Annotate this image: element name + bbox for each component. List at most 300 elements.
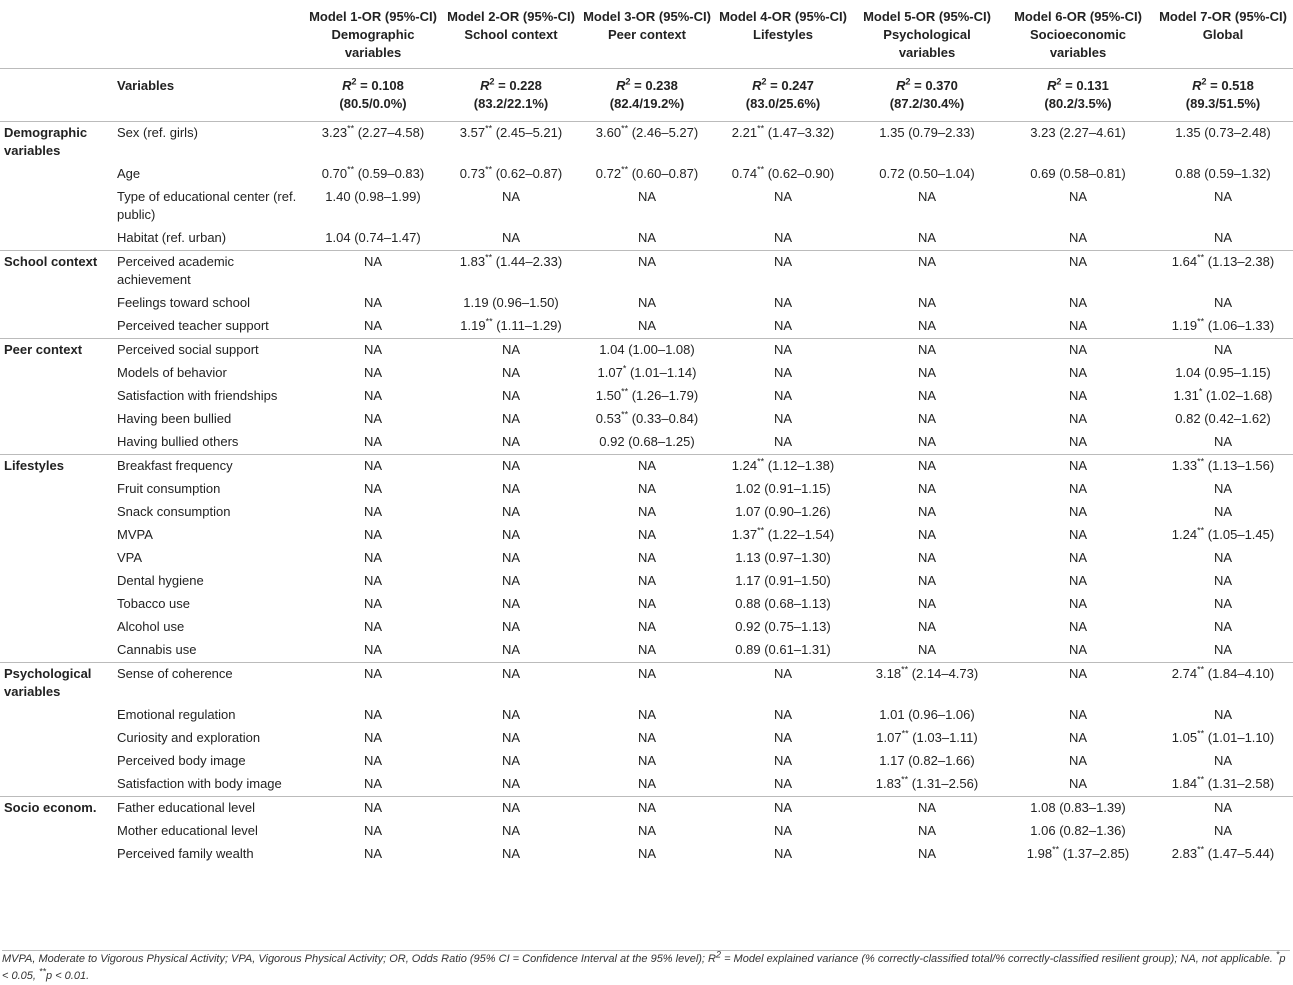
- or-value: 1.19 (0.96–1.50): [463, 295, 559, 310]
- variable-name: Curiosity and exploration: [117, 730, 261, 745]
- or-cell: [851, 570, 1003, 593]
- or-value: 1.37: [731, 527, 758, 542]
- or-cell: [303, 570, 443, 593]
- or-value: NA: [917, 823, 937, 838]
- or-value: NA: [363, 707, 383, 722]
- variable-name: Alcohol use: [117, 619, 185, 634]
- or-value: 2.21: [731, 125, 758, 140]
- table-row: [0, 727, 1293, 750]
- or-cell: [579, 593, 715, 616]
- or-cell: [1003, 339, 1153, 363]
- or-value: NA: [637, 619, 657, 634]
- or-cell: [851, 455, 1003, 479]
- or-cell: [443, 524, 579, 547]
- group-label: [0, 727, 113, 750]
- r2-classified: (82.4/19.2%): [609, 96, 685, 111]
- or-cell: [579, 820, 715, 843]
- or-cell: [851, 501, 1003, 524]
- or-value: 1.04 (0.74–1.47): [325, 230, 421, 245]
- or-value: 1.64: [1171, 254, 1198, 269]
- or-cell: [443, 385, 579, 408]
- or-cell: [443, 570, 579, 593]
- r2-superscript: 2: [489, 76, 495, 87]
- or-cell: [443, 639, 579, 663]
- confidence-interval: (0.62–0.87): [492, 166, 563, 181]
- significance-mark: **: [901, 664, 909, 675]
- r2-superscript: 2: [905, 76, 911, 87]
- table-row: [0, 773, 1293, 797]
- confidence-interval: (2.45–5.21): [492, 125, 563, 140]
- or-value: 1.83: [459, 254, 486, 269]
- or-cell: [303, 593, 443, 616]
- or-value: NA: [773, 846, 793, 861]
- confidence-interval: (1.44–2.33): [492, 254, 563, 269]
- confidence-interval: (1.22–1.54): [764, 527, 835, 542]
- or-cell: [579, 797, 715, 821]
- variable-name: Models of behavior: [117, 365, 227, 380]
- or-value: 1.98: [1026, 846, 1053, 861]
- footnote-text-2: = Model explained variance (% correctly-classified total/% correctly-classified resilient group); NA, not applicable.: [721, 953, 1276, 965]
- or-value: NA: [1213, 707, 1233, 722]
- or-cell: [851, 163, 1003, 186]
- or-cell: [303, 663, 443, 705]
- or-value: NA: [917, 642, 937, 657]
- table-row: [0, 501, 1293, 524]
- or-value: 3.23: [321, 125, 348, 140]
- significance-mark: **: [901, 728, 909, 739]
- or-cell: [1153, 292, 1293, 315]
- or-value: NA: [1068, 619, 1088, 634]
- or-value: 1.50: [595, 388, 622, 403]
- group-label: [0, 163, 113, 186]
- r2-superscript: 2: [1056, 76, 1062, 87]
- or-value: NA: [917, 434, 937, 449]
- or-value: NA: [363, 295, 383, 310]
- or-cell: [303, 750, 443, 773]
- or-value: 0.89 (0.61–1.31): [735, 642, 831, 657]
- or-cell: [715, 773, 851, 797]
- or-cell: [579, 663, 715, 705]
- or-value: NA: [501, 550, 521, 565]
- or-cell: [851, 122, 1003, 164]
- or-value: 0.88 (0.68–1.13): [735, 596, 831, 611]
- or-cell: [579, 773, 715, 797]
- variables-header: Variables: [113, 69, 303, 122]
- or-cell: [1153, 704, 1293, 727]
- or-cell: [1003, 663, 1153, 705]
- or-value: NA: [363, 388, 383, 403]
- or-value: 1.31: [1173, 388, 1199, 403]
- table-row: [0, 385, 1293, 408]
- or-value: NA: [363, 504, 383, 519]
- or-cell: [851, 704, 1003, 727]
- or-cell: [1003, 408, 1153, 431]
- or-cell: [443, 455, 579, 479]
- confidence-interval: (1.05–1.45): [1204, 527, 1275, 542]
- or-cell: [303, 186, 443, 227]
- or-cell: [303, 455, 443, 479]
- or-value: NA: [363, 342, 383, 357]
- or-value: NA: [363, 846, 383, 861]
- or-cell: [443, 704, 579, 727]
- group-label: Socio econom.: [0, 797, 113, 821]
- or-value: NA: [501, 388, 521, 403]
- or-cell: [1153, 727, 1293, 750]
- or-value: NA: [773, 730, 793, 745]
- or-cell: [851, 773, 1003, 797]
- or-cell: [303, 478, 443, 501]
- or-cell: [303, 362, 443, 385]
- table-row: [0, 704, 1293, 727]
- or-value: NA: [1213, 800, 1233, 815]
- significance-mark: **: [1197, 844, 1205, 855]
- r2-label: R: [752, 78, 762, 93]
- footnote-p2: p < 0.01.: [46, 970, 90, 982]
- or-cell: [1153, 570, 1293, 593]
- significance-mark: **: [485, 252, 493, 263]
- significance-mark: **: [757, 164, 765, 175]
- confidence-interval: (1.47–3.32): [764, 125, 835, 140]
- or-cell: [851, 251, 1003, 293]
- or-value: NA: [1213, 295, 1233, 310]
- confidence-interval: (2.14–4.73): [908, 666, 979, 681]
- r2-label: R: [896, 78, 906, 93]
- or-cell: [1003, 163, 1153, 186]
- or-cell: [715, 455, 851, 479]
- confidence-interval: (2.27–4.58): [354, 125, 425, 140]
- or-cell: [715, 524, 851, 547]
- or-value: NA: [501, 342, 521, 357]
- or-value: 1.01 (0.96–1.06): [879, 707, 975, 722]
- or-value: NA: [637, 823, 657, 838]
- group-label: [0, 362, 113, 385]
- or-value: NA: [637, 596, 657, 611]
- or-value: NA: [501, 573, 521, 588]
- or-value: NA: [1068, 596, 1088, 611]
- r2-classified: (83.2/22.1%): [473, 96, 549, 111]
- or-cell: [1003, 843, 1153, 866]
- header-empty-variable: [113, 0, 303, 69]
- confidence-interval: (0.62–0.90): [764, 166, 835, 181]
- variable-name: Satisfaction with friendships: [117, 388, 278, 403]
- or-cell: [851, 750, 1003, 773]
- or-cell: [1153, 663, 1293, 705]
- or-value: NA: [773, 318, 793, 333]
- or-cell: [579, 431, 715, 455]
- group-label: [0, 843, 113, 866]
- variable-name: Emotional regulation: [117, 707, 236, 722]
- or-cell: [303, 227, 443, 251]
- or-cell: [1003, 455, 1153, 479]
- or-cell: [715, 501, 851, 524]
- or-cell: [715, 639, 851, 663]
- significance-mark: **: [757, 525, 765, 536]
- or-cell: [579, 478, 715, 501]
- or-value: 0.88 (0.59–1.32): [1175, 166, 1271, 181]
- or-cell: [1003, 478, 1153, 501]
- or-cell: [579, 524, 715, 547]
- r2-value: = 0.518: [1210, 78, 1254, 93]
- r2-classified: (83.0/25.6%): [745, 96, 821, 111]
- significance-mark: *: [622, 363, 627, 374]
- or-value: NA: [1068, 730, 1088, 745]
- significance-mark: **: [485, 164, 493, 175]
- or-value: NA: [1213, 642, 1233, 657]
- or-cell: [303, 315, 443, 339]
- or-cell: [1153, 163, 1293, 186]
- or-value: 1.17 (0.91–1.50): [735, 573, 831, 588]
- or-cell: [1153, 339, 1293, 363]
- or-cell: [851, 478, 1003, 501]
- variable-name: Perceived social support: [113, 339, 303, 363]
- or-value: NA: [1213, 619, 1233, 634]
- significance-mark: **: [1197, 525, 1205, 536]
- confidence-interval: (1.01–1.10): [1204, 730, 1275, 745]
- model-header: Model 6-OR (95%-CI) Socioeconomic variables: [1014, 9, 1142, 60]
- or-value: NA: [637, 776, 657, 791]
- or-cell: [1153, 616, 1293, 639]
- or-value: NA: [637, 707, 657, 722]
- table-row: [0, 478, 1293, 501]
- or-value: NA: [501, 776, 521, 791]
- or-value: NA: [1068, 189, 1088, 204]
- or-cell: [1003, 524, 1153, 547]
- or-cell: [851, 797, 1003, 821]
- or-cell: [851, 547, 1003, 570]
- or-value: NA: [637, 527, 657, 542]
- or-cell: [443, 431, 579, 455]
- model-header: Model 1-OR (95%-CI) Demographic variables: [309, 9, 437, 60]
- or-cell: [1153, 501, 1293, 524]
- or-value: 1.02 (0.91–1.15): [735, 481, 831, 496]
- or-cell: [715, 593, 851, 616]
- table-row: [0, 593, 1293, 616]
- or-value: NA: [1068, 365, 1088, 380]
- or-cell: [443, 227, 579, 251]
- or-cell: [715, 570, 851, 593]
- or-cell: [579, 616, 715, 639]
- or-cell: [303, 292, 443, 315]
- or-value: NA: [773, 707, 793, 722]
- or-value: NA: [501, 596, 521, 611]
- or-cell: [579, 639, 715, 663]
- group-label: [0, 186, 113, 227]
- or-cell: [443, 339, 579, 363]
- or-cell: [443, 251, 579, 293]
- confidence-interval: (1.47–5.44): [1204, 846, 1275, 861]
- group-label: [0, 292, 113, 315]
- or-cell: [303, 122, 443, 164]
- or-cell: [1003, 501, 1153, 524]
- or-value: NA: [917, 481, 937, 496]
- table-row: [0, 797, 1293, 821]
- or-cell: [303, 163, 443, 186]
- or-cell: [443, 547, 579, 570]
- table-row: [0, 431, 1293, 455]
- or-cell: [715, 797, 851, 821]
- variable-name: Tobacco use: [117, 596, 190, 611]
- or-value: NA: [1068, 411, 1088, 426]
- or-cell: [851, 227, 1003, 251]
- or-cell: [443, 122, 579, 164]
- variable-name: Perceived family wealth: [117, 846, 254, 861]
- or-cell: [1003, 292, 1153, 315]
- variable-name: Age: [117, 166, 141, 181]
- or-value: NA: [917, 254, 937, 269]
- model-header: Model 7-OR (95%-CI) Global: [1159, 9, 1287, 42]
- r2-superscript: 2: [761, 76, 767, 87]
- or-value: NA: [501, 753, 521, 768]
- or-cell: [851, 616, 1003, 639]
- or-value: 1.07 (0.90–1.26): [735, 504, 831, 519]
- or-value: 3.18: [875, 666, 902, 681]
- or-cell: [1003, 362, 1153, 385]
- group-label: [0, 431, 113, 455]
- or-value: NA: [773, 388, 793, 403]
- or-value: 1.83: [875, 776, 902, 791]
- or-cell: [1153, 524, 1293, 547]
- or-value: NA: [501, 707, 521, 722]
- group-label: [0, 408, 113, 431]
- or-cell: [303, 616, 443, 639]
- table-row: [0, 455, 1293, 479]
- table-body: [0, 122, 1293, 867]
- or-value: 1.06 (0.82–1.36): [1030, 823, 1126, 838]
- significance-mark: **: [621, 409, 629, 420]
- table-row: [0, 570, 1293, 593]
- group-label: [0, 820, 113, 843]
- or-value: NA: [917, 619, 937, 634]
- or-cell: [1003, 315, 1153, 339]
- or-cell: [443, 843, 579, 866]
- r2-value: = 0.370: [914, 78, 958, 93]
- or-value: 3.60: [595, 125, 622, 140]
- or-value: NA: [1068, 573, 1088, 588]
- or-value: NA: [773, 800, 793, 815]
- or-cell: [715, 339, 851, 363]
- confidence-interval: (1.31–2.56): [908, 776, 979, 791]
- or-value: NA: [917, 800, 937, 815]
- or-value: NA: [1213, 504, 1233, 519]
- confidence-interval: (1.37–2.85): [1059, 846, 1130, 861]
- or-cell: [715, 408, 851, 431]
- or-value: 1.19: [1171, 318, 1198, 333]
- model-header: Model 2-OR (95%-CI) School context: [447, 9, 575, 42]
- confidence-interval: (1.06–1.33): [1204, 318, 1275, 333]
- or-cell: [1153, 362, 1293, 385]
- or-cell: [579, 547, 715, 570]
- or-value: NA: [1213, 230, 1233, 245]
- group-label: [0, 547, 113, 570]
- or-cell: [303, 408, 443, 431]
- or-value: NA: [1068, 481, 1088, 496]
- group-label: [0, 501, 113, 524]
- or-cell: [443, 408, 579, 431]
- table-row: [0, 616, 1293, 639]
- or-cell: [1153, 122, 1293, 164]
- group-label: Peer context: [0, 339, 113, 363]
- or-value: 0.92 (0.68–1.25): [599, 434, 695, 449]
- or-cell: [579, 227, 715, 251]
- or-value: 0.74: [731, 166, 758, 181]
- or-cell: [443, 820, 579, 843]
- or-cell: [715, 292, 851, 315]
- or-value: 2.83: [1171, 846, 1198, 861]
- or-cell: [715, 163, 851, 186]
- table-row: [0, 339, 1293, 363]
- r2-classified: (80.5/0.0%): [339, 96, 407, 111]
- significance-mark: *: [1198, 386, 1203, 397]
- or-cell: [1153, 639, 1293, 663]
- or-value: NA: [917, 230, 937, 245]
- or-value: 1.13 (0.97–1.30): [735, 550, 831, 565]
- variable-name: Perceived teacher support: [117, 318, 269, 333]
- or-cell: [715, 315, 851, 339]
- or-value: NA: [1068, 295, 1088, 310]
- or-cell: [579, 339, 715, 363]
- or-cell: [579, 163, 715, 186]
- r2-value: = 0.131: [1065, 78, 1109, 93]
- variable-name: Satisfaction with body image: [117, 776, 282, 791]
- or-cell: [715, 122, 851, 164]
- or-cell: [851, 362, 1003, 385]
- r2-label: R: [616, 78, 626, 93]
- or-value: 1.07: [876, 730, 902, 745]
- or-value: NA: [917, 846, 937, 861]
- or-cell: [851, 639, 1003, 663]
- or-cell: [1153, 315, 1293, 339]
- or-value: NA: [1068, 550, 1088, 565]
- variable-name: Perceived academic achievement: [113, 251, 303, 293]
- variable-name: Fruit consumption: [117, 481, 221, 496]
- or-value: NA: [637, 295, 657, 310]
- or-value: NA: [1213, 596, 1233, 611]
- or-value: NA: [637, 230, 657, 245]
- or-cell: [715, 843, 851, 866]
- group-label: [0, 616, 113, 639]
- table-row: [0, 292, 1293, 315]
- confidence-interval: (1.31–2.58): [1204, 776, 1275, 791]
- table-row: [0, 227, 1293, 251]
- or-value: 1.17 (0.82–1.66): [879, 753, 975, 768]
- variable-name: Type of educational center (ref. public): [117, 189, 297, 222]
- or-value: NA: [363, 550, 383, 565]
- r2-classified: (87.2/30.4%): [889, 96, 965, 111]
- or-cell: [1003, 227, 1153, 251]
- or-cell: [1003, 750, 1153, 773]
- or-cell: [715, 251, 851, 293]
- or-value: NA: [637, 642, 657, 657]
- or-value: NA: [917, 411, 937, 426]
- or-cell: [715, 385, 851, 408]
- or-cell: [579, 251, 715, 293]
- or-cell: [715, 362, 851, 385]
- or-value: NA: [1068, 504, 1088, 519]
- or-cell: [715, 227, 851, 251]
- or-cell: [851, 408, 1003, 431]
- significance-mark: **: [1197, 728, 1205, 739]
- or-value: 1.24: [731, 458, 758, 473]
- or-cell: [1153, 227, 1293, 251]
- or-value: NA: [917, 527, 937, 542]
- or-value: NA: [363, 596, 383, 611]
- or-cell: [715, 547, 851, 570]
- or-value: NA: [917, 458, 937, 473]
- or-cell: [1003, 186, 1153, 227]
- or-value: NA: [501, 434, 521, 449]
- variable-name: Mother educational level: [117, 823, 258, 838]
- significance-mark: **: [621, 386, 629, 397]
